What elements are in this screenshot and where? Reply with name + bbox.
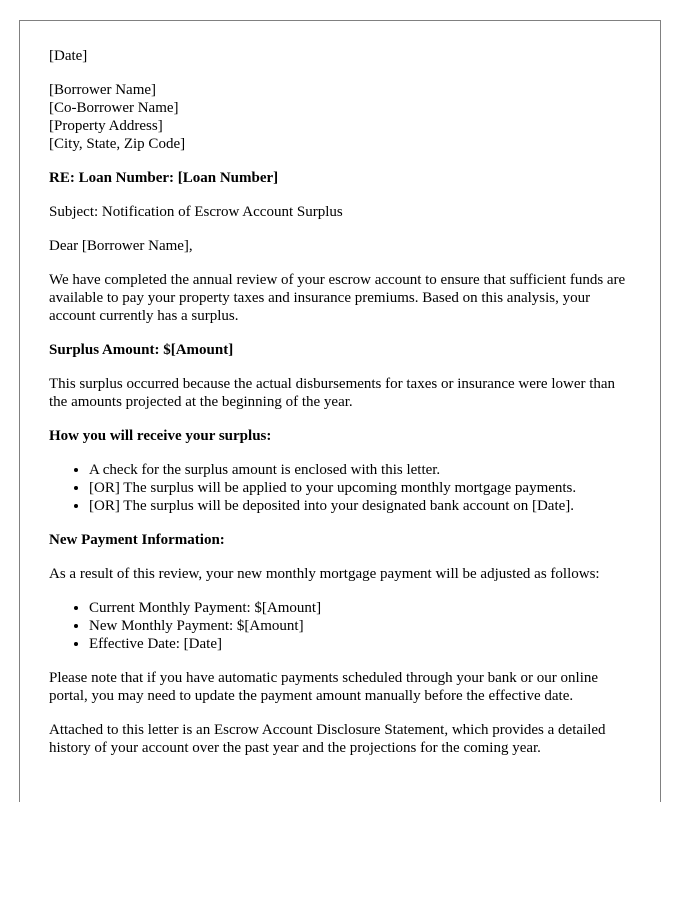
intro-paragraph: We have completed the annual review of your escrow account to ensure that sufficient funds are available to pay your property taxes and insurance premiums. Based on this analysis, your account currently has a surplus.: [49, 272, 626, 324]
address-line-city-state-zip: [City, State, Zip Code]: [49, 136, 186, 152]
payment-info-heading: New Payment Information:: [49, 532, 225, 548]
list-item: • Effective Date: [Date]: [89, 635, 632, 653]
auto-payment-note: Please note that if you have automatic payments scheduled through your bank or our online portal, you may need to update the payment amount manually before the effective date.: [49, 670, 599, 704]
surplus-reason-paragraph: This surplus occurred because the actual disbursements for taxes or insurance were lower than the amounts projected at the beginning of the year.: [49, 376, 616, 410]
list-item: • New Monthly Payment: $[Amount]: [89, 617, 632, 635]
receive-options-list: [49, 461, 632, 515]
payment-items-list: [49, 599, 632, 653]
subject-line: Subject: Notification of Escrow Account Surplus: [49, 204, 343, 220]
letter-page: [19, 20, 661, 802]
list-item: • [OR] The surplus will be applied to your upcoming monthly mortgage payments.: [89, 479, 632, 497]
salutation: Dear [Borrower Name],: [49, 238, 193, 254]
letter-date: [Date]: [49, 48, 88, 64]
address-line-borrower: [Borrower Name]: [49, 82, 157, 98]
list-item: • A check for the surplus amount is enclosed with this letter.: [89, 461, 632, 479]
address-line-co-borrower: [Co-Borrower Name]: [49, 100, 179, 116]
payment-intro-paragraph: As a result of this review, your new monthly mortgage payment will be adjusted as follows:: [49, 566, 600, 582]
address-line-property: [Property Address]: [49, 118, 163, 134]
attachment-note: Attached to this letter is an Escrow Account Disclosure Statement, which provides a detailed history of your account over the past year and the projections for the coming year.: [49, 722, 606, 756]
re-loan-number: RE: Loan Number: [Loan Number]: [49, 170, 279, 186]
receive-surplus-heading: How you will receive your surplus:: [49, 428, 272, 444]
recipient-address: [49, 81, 632, 153]
list-item: • [OR] The surplus will be deposited into your designated bank account on [Date].: [89, 497, 632, 515]
surplus-amount: Surplus Amount: $[Amount]: [49, 342, 234, 358]
list-item: • Current Monthly Payment: $[Amount]: [89, 599, 632, 617]
